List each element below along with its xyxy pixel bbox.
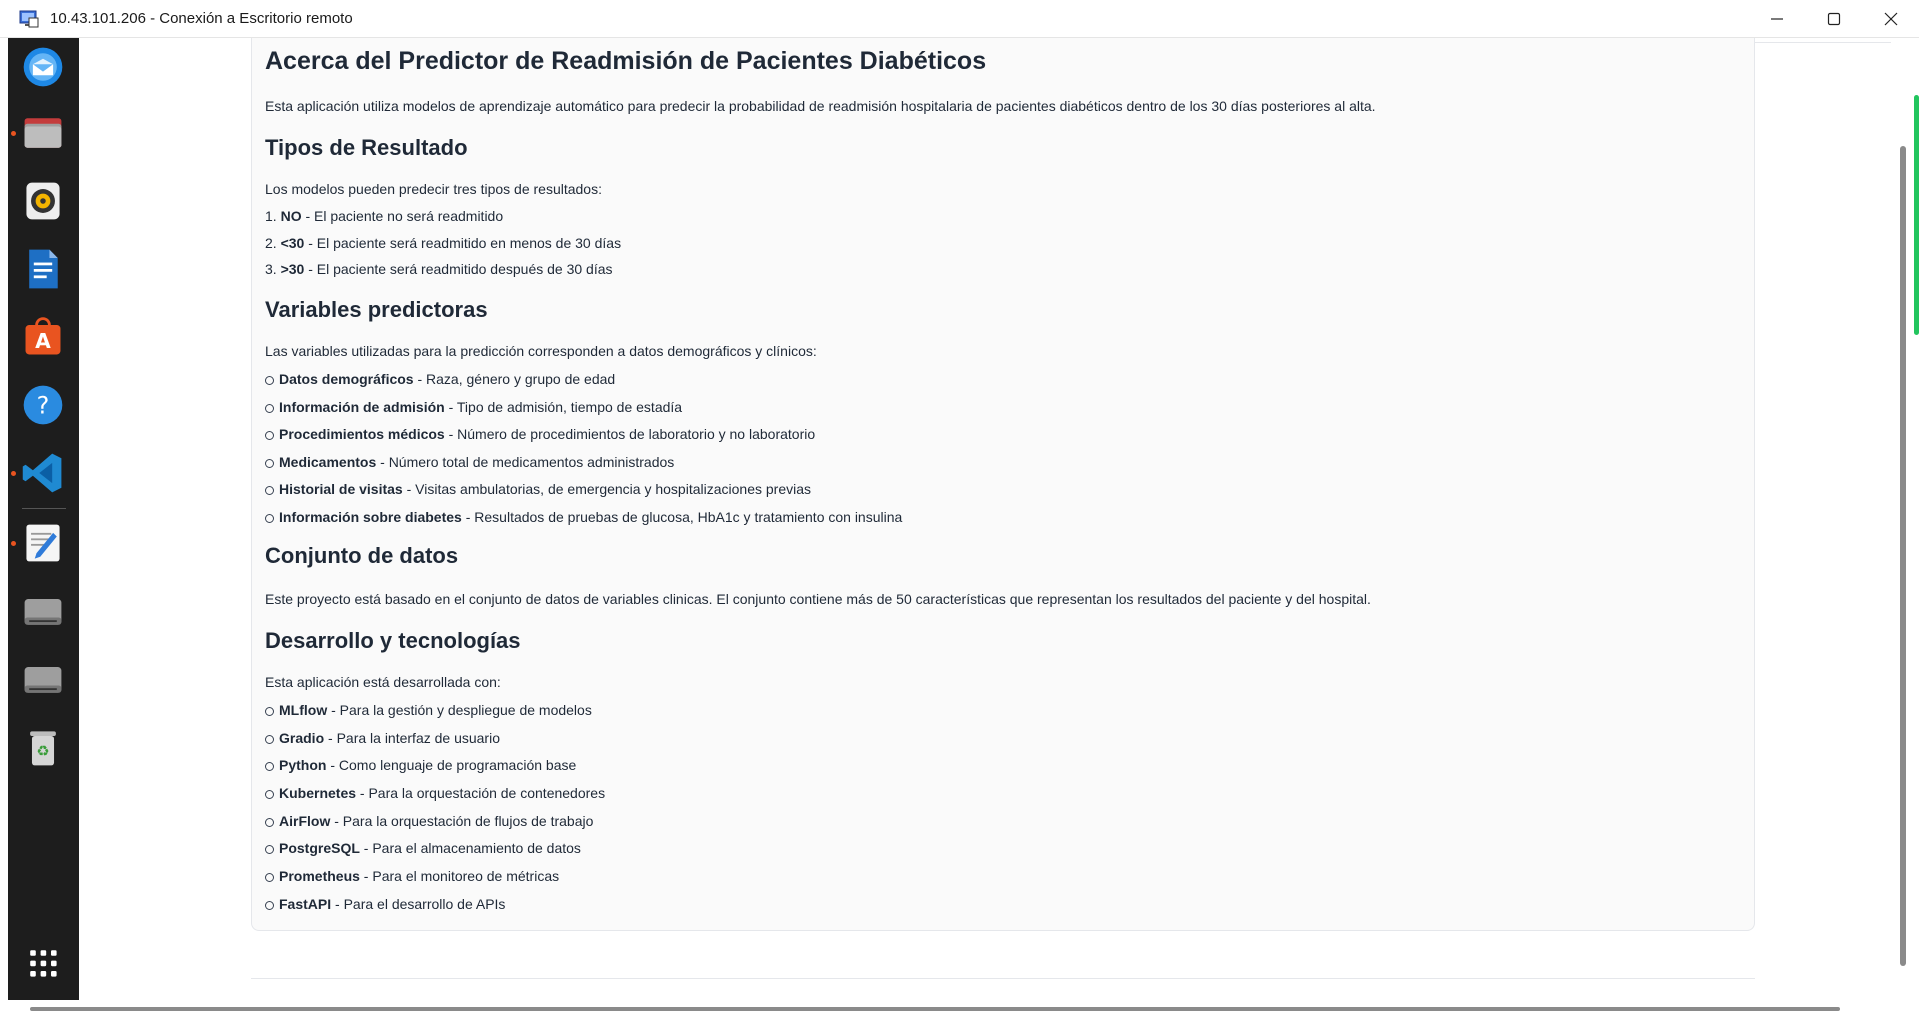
vertical-scrollbar-thumb[interactable]	[1900, 146, 1906, 966]
list-item: Datos demográficos - Raza, género y grupo de edad	[265, 371, 615, 387]
window-title: 10.43.101.206 - Conexión a Escritorio remoto	[50, 10, 353, 27]
drive-icon	[20, 656, 66, 702]
remote-desktop-icon	[18, 8, 40, 30]
list-item: Prometheus - Para el monitoreo de métricas	[265, 868, 559, 884]
bullet-icon	[265, 790, 274, 799]
dataset-text: Este proyecto está basado en el conjunto de datos de variables clinicas. El conjunto contiene más de 50 características que representan los resultados del paciente y del hospital.	[265, 591, 1371, 607]
running-indicator	[11, 471, 16, 476]
list-item: Kubernetes - Para la orquestación de contenedores	[265, 785, 605, 801]
variables-heading: Variables predictoras	[265, 297, 488, 322]
dock-item-drive-2[interactable]	[18, 654, 68, 704]
intro-text: Esta aplicación utiliza modelos de aprendizaje automático para predecir la probabilidad de readmisión hospitalaria de pacientes diabéticos dentro de los 30 días posteriores al alta.	[265, 98, 1376, 114]
variables-lead: Las variables utilizadas para la predicción corresponden a datos demográficos y clínicos:	[265, 343, 817, 359]
list-item: FastAPI - Para el desarrollo de APIs	[265, 896, 505, 912]
list-item: Historial de visitas - Visitas ambulatorias, de emergencia y hospitalizaciones previas	[265, 481, 811, 497]
drive-icon	[20, 588, 66, 634]
horizontal-scrollbar-thumb[interactable]	[30, 1007, 1840, 1011]
results-lead: Los modelos pueden predecir tres tipos de resultados:	[265, 181, 602, 197]
tech-lead: Esta aplicación está desarrollada con:	[265, 674, 501, 690]
list-item: Python - Como lenguaje de programación base	[265, 757, 576, 773]
bullet-icon	[265, 901, 274, 910]
page-title: Acerca del Predictor de Readmisión de Pacientes Diabéticos	[265, 47, 987, 75]
list-item: Gradio - Para la interfaz de usuario	[265, 730, 500, 746]
bullet-icon	[265, 845, 274, 854]
vscode-icon	[20, 450, 66, 496]
svg-text:A: A	[35, 329, 51, 354]
dock-item-app-center[interactable]	[18, 312, 68, 362]
speaker-icon	[20, 178, 66, 224]
show-apps-button[interactable]	[18, 938, 68, 988]
list-item: 3. >30 - El paciente será readmitido después de 30 días	[265, 261, 613, 277]
list-item: Procedimientos médicos - Número de procedimientos de laboratorio y no laboratorio	[265, 426, 815, 442]
apps-grid-icon	[23, 943, 63, 983]
list-item: PostgreSQL - Para el almacenamiento de datos	[265, 840, 581, 856]
window-titlebar[interactable]	[0, 0, 1919, 38]
ubuntu-dock	[8, 38, 79, 1000]
dock-item-text-editor[interactable]	[18, 518, 68, 568]
window-edge-accent	[1914, 95, 1919, 335]
folder-icon	[20, 110, 66, 156]
running-indicator	[11, 131, 16, 136]
close-icon	[1884, 12, 1898, 26]
list-item: 2. <30 - El paciente será readmitido en menos de 30 días	[265, 235, 622, 251]
list-item: AirFlow - Para la orquestación de flujos de trabajo	[265, 813, 593, 829]
bullet-icon	[265, 514, 274, 523]
bullet-icon	[265, 404, 274, 413]
list-item: MLflow - Para la gestión y despliegue de modelos	[265, 702, 592, 718]
dock-item-trash[interactable]	[18, 722, 68, 772]
browser-content	[79, 38, 1891, 1000]
list-item: 1. NO - El paciente no será readmitido	[265, 208, 504, 224]
help-icon	[20, 382, 66, 428]
bullet-icon	[265, 376, 274, 385]
store-icon	[20, 314, 66, 360]
bullet-icon	[265, 818, 274, 827]
dock-item-rhythmbox[interactable]	[18, 176, 68, 226]
trash-icon	[20, 724, 66, 770]
tech-heading: Desarrollo y tecnologías	[265, 628, 521, 653]
dock-item-thunderbird[interactable]	[18, 42, 68, 92]
close-button[interactable]	[1862, 0, 1919, 38]
list-item: Medicamentos - Número total de medicamentos administrados	[265, 454, 674, 470]
bullet-icon	[265, 707, 274, 716]
svg-text:?: ?	[36, 391, 50, 420]
horizontal-scrollbar[interactable]	[8, 1000, 1891, 1014]
dock-item-writer[interactable]	[18, 244, 68, 294]
bullet-icon	[265, 486, 274, 495]
footer-divider	[251, 978, 1755, 979]
dock-item-files[interactable]	[18, 108, 68, 158]
running-indicator	[11, 541, 16, 546]
dock-item-vscode[interactable]	[18, 448, 68, 498]
dock-separator	[22, 508, 66, 509]
svg-text:♻: ♻	[36, 743, 50, 761]
maximize-button[interactable]	[1805, 0, 1862, 38]
bullet-icon	[265, 873, 274, 882]
dataset-heading: Conjunto de datos	[265, 543, 459, 568]
mail-icon	[20, 44, 66, 90]
bullet-icon	[265, 459, 274, 468]
results-heading: Tipos de Resultado	[265, 135, 468, 160]
dock-item-help[interactable]	[18, 380, 68, 430]
document-icon	[20, 246, 66, 292]
dock-item-drive-1[interactable]	[18, 586, 68, 636]
minimize-icon	[1770, 12, 1784, 26]
list-item: Información sobre diabetes - Resultados de pruebas de glucosa, HbA1c y tratamiento con insulina	[265, 509, 902, 525]
bullet-icon	[265, 431, 274, 440]
text-editor-icon	[20, 520, 66, 566]
minimize-button[interactable]	[1748, 0, 1805, 38]
maximize-icon	[1827, 12, 1841, 26]
bullet-icon	[265, 762, 274, 771]
list-item: Información de admisión - Tipo de admisión, tiempo de estadía	[265, 399, 682, 415]
bullet-icon	[265, 735, 274, 744]
